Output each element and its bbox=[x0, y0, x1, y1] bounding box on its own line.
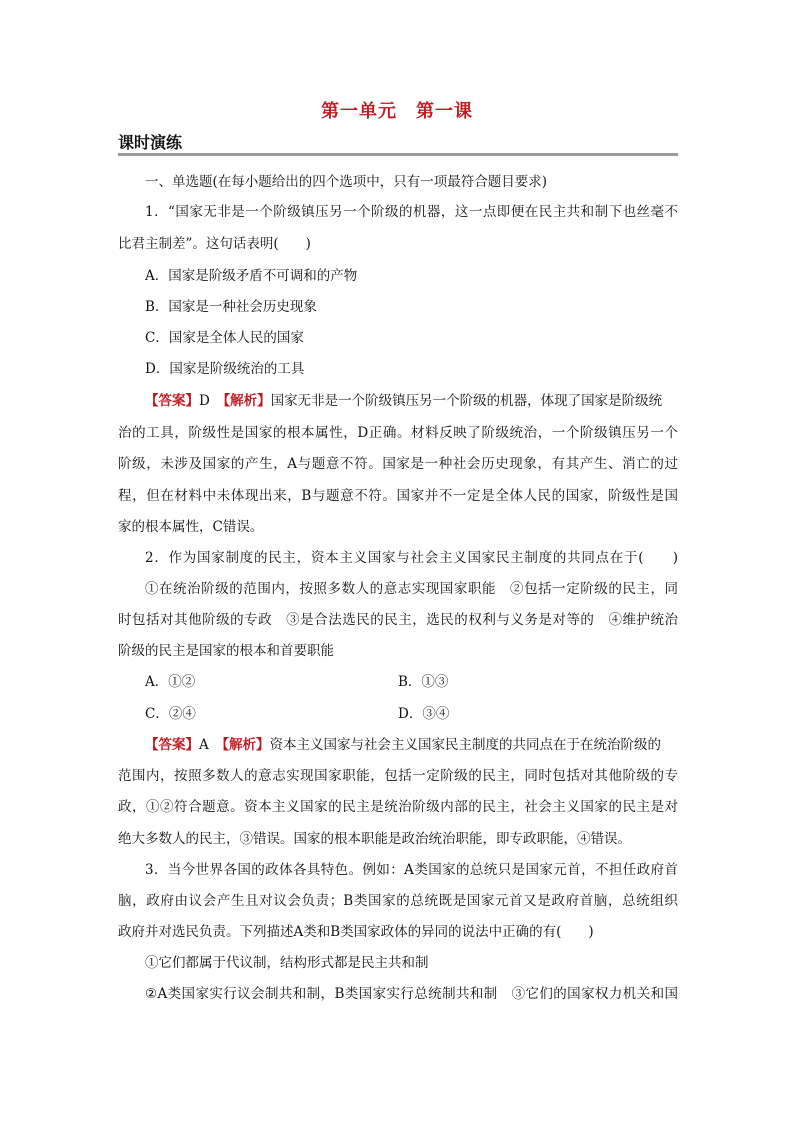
q2-explanation-3: 政，①②符合题意。资本主义国家的民主是统治阶级内部的民主，社会主义国家的民主是对 bbox=[118, 799, 678, 815]
q2-statement-line2: 时包括对其他阶级的专政 ③是合法选民的民主，选民的权利与义务是对等的 ④维护统治 bbox=[118, 612, 678, 628]
q2-explanation-4: 绝大多数人的民主，③错误。国家的根本职能是政治统治职能，即专政职能，④错误。 bbox=[118, 831, 631, 847]
q2-option-b: B．①③ bbox=[398, 674, 449, 690]
q1-stem-line1: 1．“国家无非是一个阶级镇压另一个阶级的机器，这一点即便在民主共和制下也丝毫不 bbox=[145, 204, 678, 220]
q1-explanation-1: 国家无非是一个阶级镇压另一个阶级的机器，体现了国家是阶级统 bbox=[270, 393, 663, 409]
q1-explanation-3: 阶级，未涉及国家的产生，A与题意不符。国家是一种社会历史现象，有其产生、消亡的过 bbox=[118, 456, 678, 472]
q2-option-a: A．①② bbox=[145, 674, 196, 690]
q1-answer-line bbox=[145, 392, 662, 410]
instruction-text: 一、单选题(在每小题给出的四个选项中，只有一项最符合题目要求) bbox=[145, 174, 548, 190]
analysis-tag: 【解析】 bbox=[222, 737, 270, 753]
q2-stem: 2．作为国家制度的民主，资本主义国家与社会主义国家民主制度的共同点在于( ) bbox=[145, 550, 678, 566]
q2-answer: A bbox=[199, 737, 209, 753]
q2-answer-line bbox=[145, 736, 661, 754]
q1-option-a: A．国家是阶级矛盾不可调和的产物 bbox=[145, 268, 358, 284]
q1-explanation-2: 治的工具，阶级性是国家的根本属性，D正确。材料反映了阶级统治，一个阶级镇压另一个 bbox=[118, 425, 678, 441]
section-divider bbox=[118, 153, 678, 156]
q2-explanation-2: 范围内，按照多数人的意志实现国家职能，包括一定阶级的民主，同时包括对其他阶级的专 bbox=[118, 768, 678, 784]
page-title: 第一单元 第一课 bbox=[321, 101, 473, 122]
q2-statement-line1: ①在统治阶级的范围内，按照多数人的意志实现国家职能 ②包括一定阶级的民主，同 bbox=[145, 581, 678, 597]
answer-tag: 【答案】 bbox=[145, 393, 199, 409]
q2-option-c: C．②④ bbox=[145, 706, 196, 722]
analysis-tag: 【解析】 bbox=[223, 393, 271, 409]
q1-option-c: C．国家是全体人民的国家 bbox=[145, 330, 304, 346]
q1-answer: D bbox=[199, 393, 210, 409]
answer-tag: 【答案】 bbox=[145, 737, 199, 753]
q2-statement-line3: 阶级的民主是国家的根本和首要职能 bbox=[118, 643, 334, 659]
q3-stem-line3: 政府并对选民负责。下列描述A类和B类国家政体的异同的说法中正确的有( ) bbox=[118, 924, 594, 940]
q3-statement-line2: ②A类国家实行议会制共和制，B类国家实行总统制共和制 ③它们的国家权力机关和国 bbox=[145, 986, 678, 1002]
q3-stem-line2: 脑，政府由议会产生且对议会负责；B类国家的总统既是国家元首又是政府首脑，总统组织 bbox=[118, 893, 678, 909]
q1-explanation-5: 家的根本属性，C错误。 bbox=[118, 519, 264, 535]
q1-stem-line2: 比君主制差”。这句话表明( ) bbox=[118, 236, 311, 252]
q1-option-d: D．国家是阶级统治的工具 bbox=[145, 361, 305, 377]
q2-explanation-1: 资本主义国家与社会主义国家民主制度的共同点在于在统治阶级的 bbox=[269, 737, 661, 753]
q3-stem-line1: 3．当今世界各国的政体各具特色。例如：A类国家的总统只是国家元首，不担任政府首 bbox=[145, 862, 678, 878]
q1-option-b: B．国家是一种社会历史现象 bbox=[145, 299, 317, 315]
q2-option-d: D．③④ bbox=[398, 706, 450, 722]
q1-explanation-4: 程，但在材料中未体现出来，B与题意不符。国家并不一定是全体人民的国家，阶级性是国 bbox=[118, 488, 678, 504]
q3-statement-line1: ①它们都属于代议制，结构形式都是民主共和制 bbox=[145, 955, 429, 971]
section-heading: 课时演练 bbox=[118, 133, 183, 152]
